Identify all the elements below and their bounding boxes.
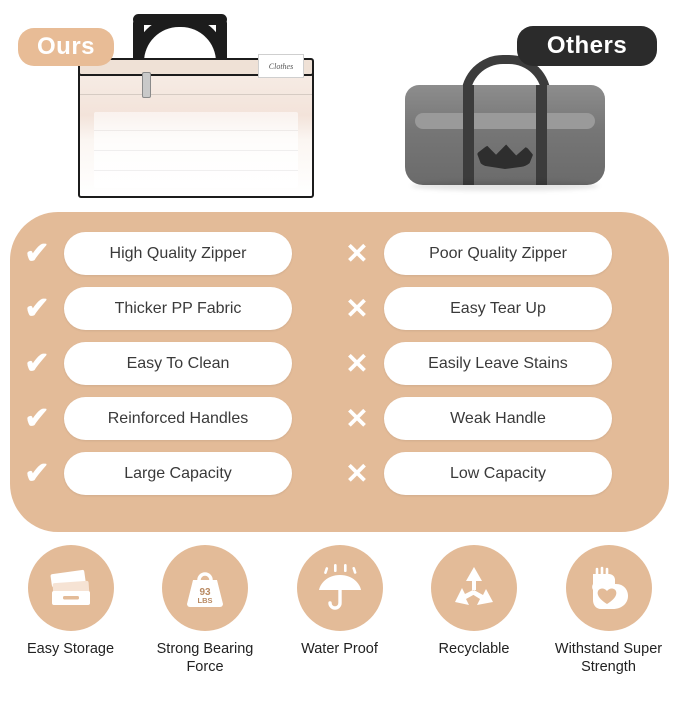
folded-clothes-icon (45, 566, 97, 610)
comparison-row (10, 336, 669, 391)
competitor-bag-image (405, 55, 605, 200)
feature-item (546, 545, 671, 700)
competitor-strap-right (536, 85, 547, 185)
check-icon: ✔ (24, 291, 50, 325)
ours-feature-pill: High Quality Zipper (64, 232, 292, 275)
others-feature-pill: Easy Tear Up (384, 287, 612, 330)
cross-icon: ✕ (345, 347, 369, 379)
feature-item (8, 545, 133, 700)
weight-93lbs-icon (179, 564, 231, 612)
bag-clear-window (94, 112, 298, 188)
ours-feature-pill: Large Capacity (64, 452, 292, 495)
competitor-strap-left (463, 85, 474, 185)
others-feature-pill: Low Capacity (384, 452, 612, 495)
recycle-icon (449, 564, 499, 612)
cross-icon: ✕ (345, 292, 369, 324)
svg-text:LBS: LBS (197, 596, 213, 605)
competitor-bag-shadow (411, 181, 599, 191)
comparison-row (10, 446, 669, 501)
feature-label: Easy Storage (26, 641, 115, 657)
comparison-row (10, 226, 669, 281)
comparison-rows (10, 226, 669, 501)
check-icon: ✔ (24, 456, 50, 490)
feature-icon-strip (0, 545, 679, 700)
feature-item (277, 545, 402, 700)
feature-icon-circle (431, 545, 517, 631)
competitor-bag-top (415, 113, 595, 129)
competitor-bag-body (405, 85, 605, 185)
feature-icon-circle (297, 545, 383, 631)
feature-icon-circle (28, 545, 114, 631)
bag-label-tag: Clothes (258, 54, 304, 78)
others-label: Others (517, 26, 657, 66)
others-feature-pill: Weak Handle (384, 397, 612, 440)
strong-arm-icon (583, 564, 635, 612)
others-feature-pill: Easily Leave Stains (384, 342, 612, 385)
comparison-row (10, 391, 669, 446)
comparison-panel (10, 212, 669, 532)
zipper-pull-icon (142, 72, 151, 98)
feature-item (412, 545, 537, 700)
cross-icon: ✕ (345, 457, 369, 489)
feature-label: Recyclable (438, 641, 510, 657)
check-icon: ✔ (24, 401, 50, 435)
check-icon: ✔ (24, 346, 50, 380)
comparison-row (10, 281, 669, 336)
ours-feature-pill: Reinforced Handles (64, 397, 292, 440)
feature-label: Strong Bearing Force (156, 641, 254, 676)
cross-icon: ✕ (345, 402, 369, 434)
bag-body (78, 70, 314, 198)
cross-icon: ✕ (345, 237, 369, 269)
feature-label: Water Proof (301, 641, 378, 657)
feature-label: Withstand Super Strength (554, 641, 663, 676)
ours-label: Ours (18, 28, 114, 66)
ours-feature-pill: Thicker PP Fabric (64, 287, 292, 330)
feature-item (143, 545, 268, 700)
umbrella-rain-icon (313, 563, 367, 613)
check-icon: ✔ (24, 236, 50, 270)
ours-feature-pill: Easy To Clean (64, 342, 292, 385)
svg-text:93: 93 (199, 587, 211, 598)
feature-icon-circle (162, 545, 248, 631)
feature-icon-circle (566, 545, 652, 631)
others-feature-pill: Poor Quality Zipper (384, 232, 612, 275)
